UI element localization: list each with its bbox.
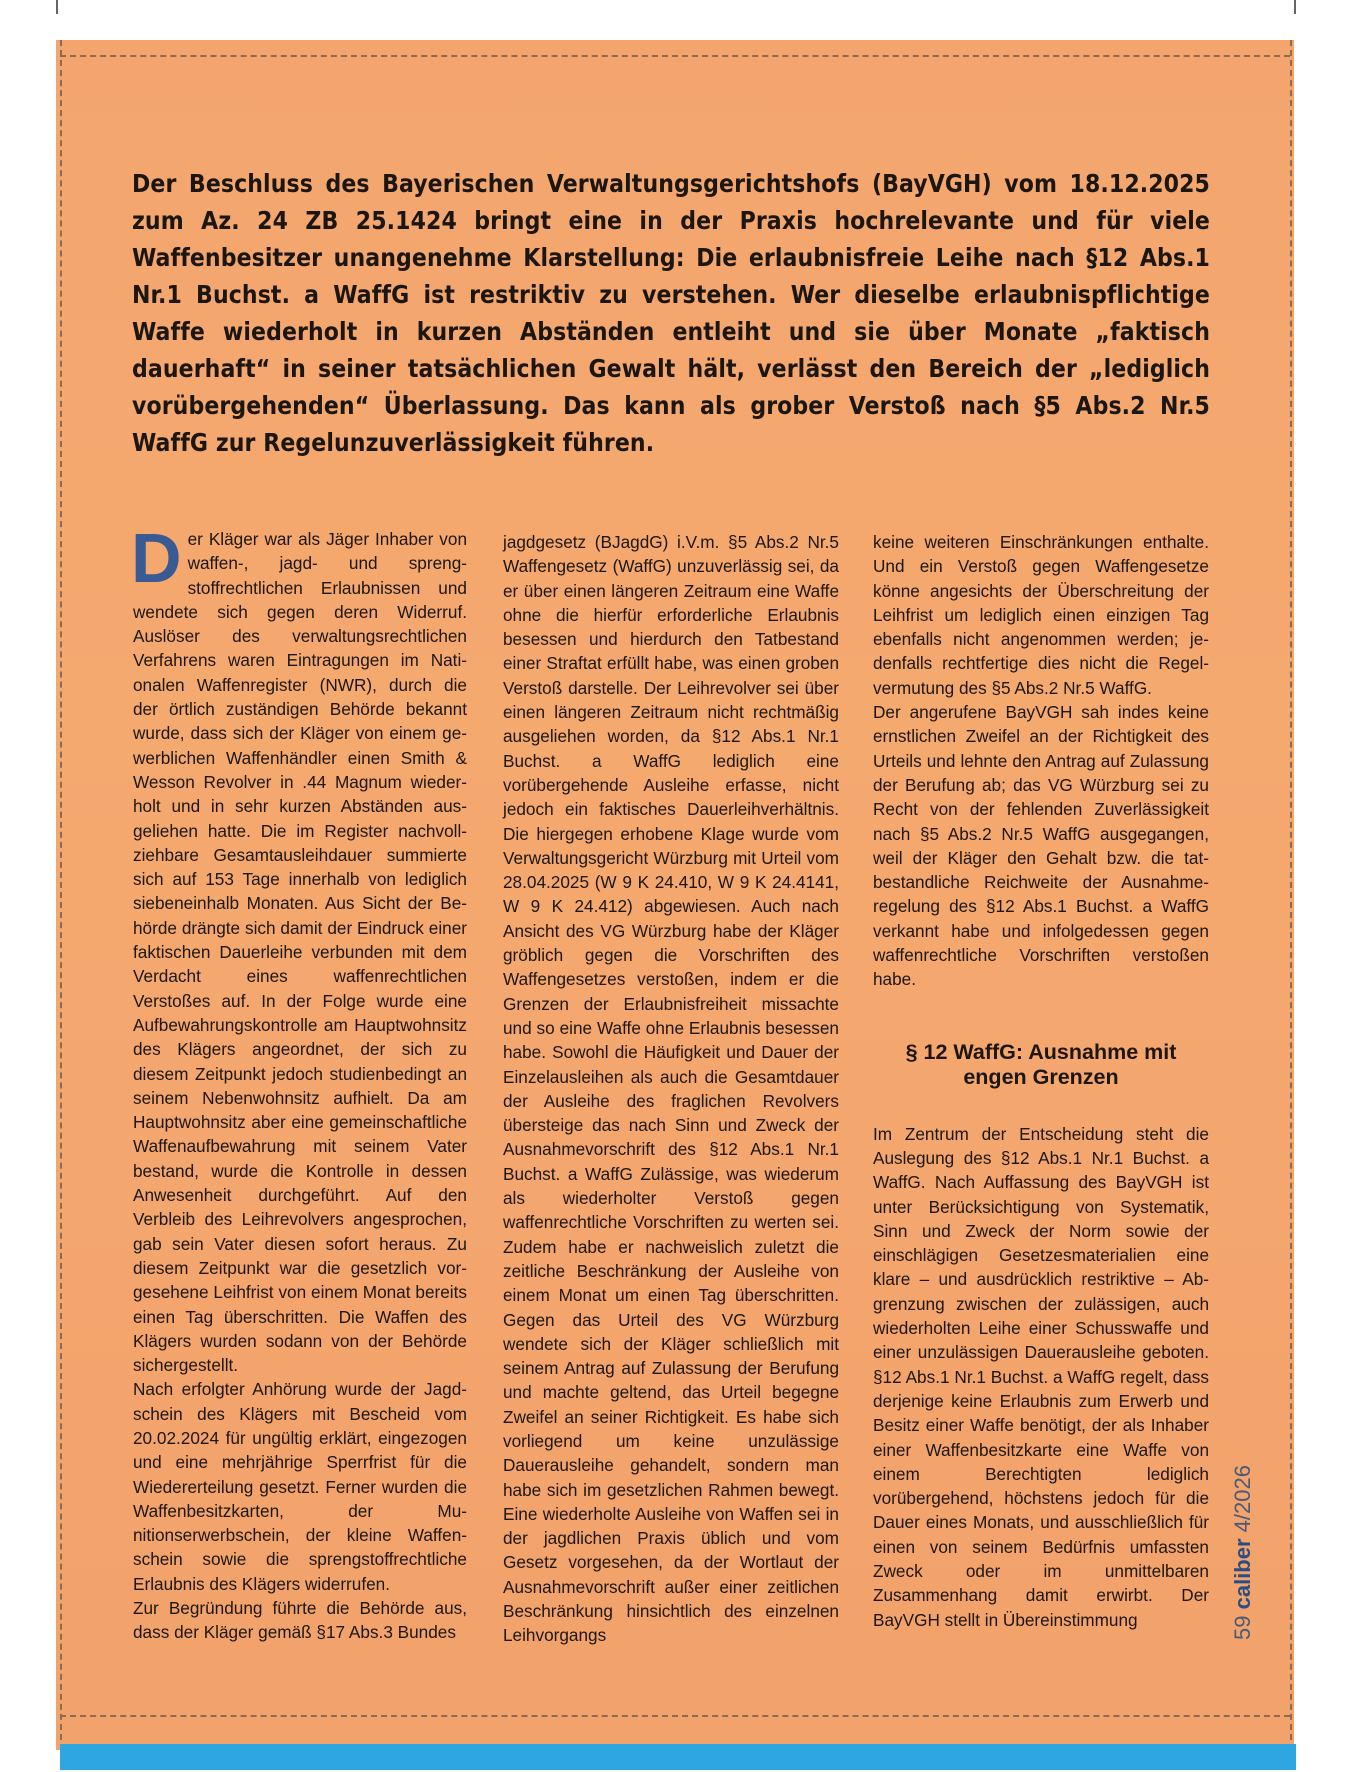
section-heading-line: engen Grenzen	[963, 1064, 1119, 1089]
paragraph: jagdgesetz (BJagdG) i.V.m. §5 Abs.2 Nr.5 Waffengesetz (WaffG) unzuverlässig sei, da er über einen längeren Zeitraum eine Waffe ohne die hierfür erforderliche Erlaubnis besessen und hierdurch den Tatbestand einer Straftat erfüllt habe, was einen groben Verstoß darstelle. Der Leihrevolver sei über einen längeren Zeitraum nicht rechtmäßig ausgeliehen worden, da §12 Abs.1 Nr.1 Buchst. a WaffG lediglich eine vorübergehende Ausleihe erfasse, nicht jedoch ein faktisches Dauerleihverhältnis. Die hiergegen erhobene Klage wurde vom Verwaltungsgericht Würzburg mit Urteil vom 28.04.2025 (W 9 K 24.410, W 9 K 24.4141, W 9 K 24.412) abgewiesen. Auch nach Ansicht des VG Würzburg habe der Kläger gröblich gegen die Vorschriften des Waffengesetzes verstoßen, indem er die Grenzen der Erlaubnisfreiheit missachte und so eine Waffe ohne Erlaubnis besessen habe. Sowohl die Häufigkeit und Dauer der Einzelausleihen als auch die Gesamtdauer der Ausleihe des fraglichen Revolvers übersteige das nach Sinn und Zweck der Ausnahmevorschrift des §12 Abs.1 Nr.1 Buchst. a WaffG Zulässige, was wiederum als wiederholter Verstoß gegen waffenrechtliche Vorschriften zu werten sei. Zudem habe er nachweislich zuletzt die zeitliche Beschränkung der Ausleihe von einem Monat um einen Tag überschritten. Gegen das Urteil des VG Würzburg wendete sich der Kläger schließlich mit seinem Antrag auf Zulassung der Berufung und machte geltend, das Urteil begegne Zweifel an seiner Richtigkeit. Es habe sich vorliegend um keine unzulässige Dauerausleihe gehandelt, sondern man habe sich im gesetzlichen Rahmen bewegt. Eine wiederholte Ausleihe von Waffen sei in der jagdlichen Praxis üblich und vom Gesetz vorgesehen, da der Wortlaut der Ausnahmevorschrift außer einer zeitlichen Beschränkung hinsichtlich des einzelnen Leihvorgangs	[503, 532, 839, 1646]
page-number: 59	[1230, 1615, 1255, 1640]
paragraph: Im Zentrum der Entscheidung steht die Auslegung des §12 Abs.1 Nr.1 Buchst. a WaffG. Nach Auffassung des BayVGH ist unter Berücksichtigung von Systematik, Sinn und Zweck der Norm sowie der einschlägigen Gesetzesmaterialien eine klare – und ausdrücklich restriktive – Abgrenzung zwischen der zulässigen, auch wiederholten Leihe einer Schusswaffe und einer unzulässigen Dauerausleihe geboten. §12 Abs.1 Nr.1 Buchst. a WaffG regelt, dass derjenige keine Erlaubnis zum Erwerb und Besitz einer Waffe benötigt, der als Inhaber einer Waffenbesitzkarte eine Waffe von einem Berechtigten lediglich vorübergehend, höchstens jedoch für die Dauer eines Monats, und ausschließlich für einen von seinem Bedürfnis umfassten Zweck oder im unmittelbaren Zusammenhang damit erwirbt. Der BayVGH stellt in Übereinstimmung	[873, 1123, 1209, 1630]
crop-mark	[56, 0, 58, 14]
article-column-3	[873, 530, 1209, 1632]
crop-mark	[1294, 0, 1296, 14]
magazine-brand: caliber	[1230, 1538, 1255, 1610]
dashed-border-bottom	[60, 1715, 1290, 1717]
footer-blue-bar	[60, 1744, 1296, 1770]
dashed-border-right	[1290, 40, 1292, 1750]
paragraph: Zur Begründung führte die Behörde aus, dass der Kläger gemäß §17 Abs.3 Bundes	[133, 1598, 467, 1643]
paragraph: Der angerufene BayVGH sah indes keine ernstlichen Zweifel an der Richtigkeit des Urteils und lehnte den Antrag auf Zulassung der Berufung ab; das VG Würzburg sei zu Recht von der fehlenden Zuverlässigkeit nach §5 Abs.2 Nr.5 WaffG ausgegangen, weil der Kläger den Gehalt bzw. die tatbestandliche Reichweite der Ausnahmeregelung des §12 Abs.1 Buchst. a WaffG verkannt habe und infolgedessen gegen waffenrechtliche Vorschriften verstoßen habe.	[873, 702, 1209, 990]
dashed-border-left	[60, 40, 62, 1750]
paragraph: Der Kläger war als Jäger Inhaber von waffen-, jagd- und sprengstoffrechtlichen Erlaubnissen und wendete sich gegen deren Widerruf. Auslöser des verwaltungsrechtlichen Verfahrens waren Eintragungen im Nationalen Waffenregister (NWR), durch die der örtlich zuständigen Behörde bekannt wurde, dass sich der Kläger von einem gewerblichen Waffenhändler einen Smith & Wesson Revolver in .44 Magnum wiederholt und in sehr kurzen Abständen ausgeliehen hatte. Die im Register nachvollziehbare Gesamtausleihdauer summierte sich auf 153 Tage innerhalb von lediglich siebeneinhalb Monaten. Aus Sicht der Behörde drängte sich damit der Eindruck einer faktischen Dauerleihe verbunden mit dem Verdacht eines waffenrechtlichen Verstoßes auf. In der Folge wurde eine Aufbewahrungskontrolle am Hauptwohnsitz des Klägers angeordnet, der sich zu diesem Zeitpunkt jedoch studienbedingt an seinem Nebenwohnsitz aufhielt. Da am Hauptwohnsitz aber eine gemeinschaftliche Waffenaufbewahrung mit seinem Vater bestand, wurde die Kontrolle in dessen Anwesenheit durchgeführt. Auf den Verbleib des Leihrevolvers angesprochen, gab sein Vater diesen sofort heraus. Zu diesem Zeitpunkt war die gesetzlich vorgesehene Leihfrist von einem Monat bereits einen Tag überschritten. Die Waffen des Klägers wurden sodann von der Behörde sichergestellt.	[131, 519, 467, 1376]
dashed-border-top	[60, 55, 1290, 57]
paragraph: keine weiteren Einschränkungen enthalte. Und ein Verstoß gegen Waffengesetze könne angesichts der Überschreitung der Leihfrist um lediglich einen einzigen Tag ebenfalls nicht angenommen werden; jedenfalls rechtfertige dies nicht die Regelvermutung des §5 Abs.2 Nr.5 WaffG.	[873, 532, 1209, 698]
article-column-2	[503, 530, 839, 1648]
drop-cap: D	[131, 519, 182, 597]
section-heading	[873, 1040, 1209, 1090]
issue-number: 4/2026	[1230, 1465, 1255, 1533]
lead-paragraph: Der Beschluss des Bayerischen Verwaltungsgerichtshofs (BayVGH) vom 18.12.2025 zum Az. 24 ZB 25.1424 bringt eine in der Praxis hochrelevante und für viele Waffenbesitzer unangenehme Klarstellung: Die erlaubnisfreie Leihe nach §12 Abs.1 Nr.1 Buchst. a WaffG ist restriktiv zu verstehen. Wer dieselbe erlaubnispflichtige Waffe wiederholt in kurzen Abständen entleiht und sie über Monate „faktisch dauerhaft“ in seiner tatsächlichen Gewalt hält, verlässt den Bereich der „lediglich vorübergehenden“ Überlassung. Das kann als grober Verstoß nach §5 Abs.2 Nr.5 WaffG zur Regelunzuverlässigkeit führen.	[132, 169, 1210, 457]
paragraph: Nach erfolgter Anhörung wurde der Jagdschein des Klägers mit Bescheid vom 20.02.2024 für ungültig erklärt, eingezogen und eine mehrjährige Sperrfrist für die Wiedererteilung gesetzt. Ferner wurden die Waffenbesitzkarten, der Munitionserwerbschein, der kleine Waffenschein sowie die sprengstoffrechtliche Erlaubnis des Klägers widerrufen.	[133, 1379, 467, 1594]
article-column-1	[131, 519, 467, 1645]
section-heading-line: § 12 WaffG: Ausnahme mit	[905, 1039, 1177, 1064]
page-footer	[1230, 1465, 1256, 1640]
